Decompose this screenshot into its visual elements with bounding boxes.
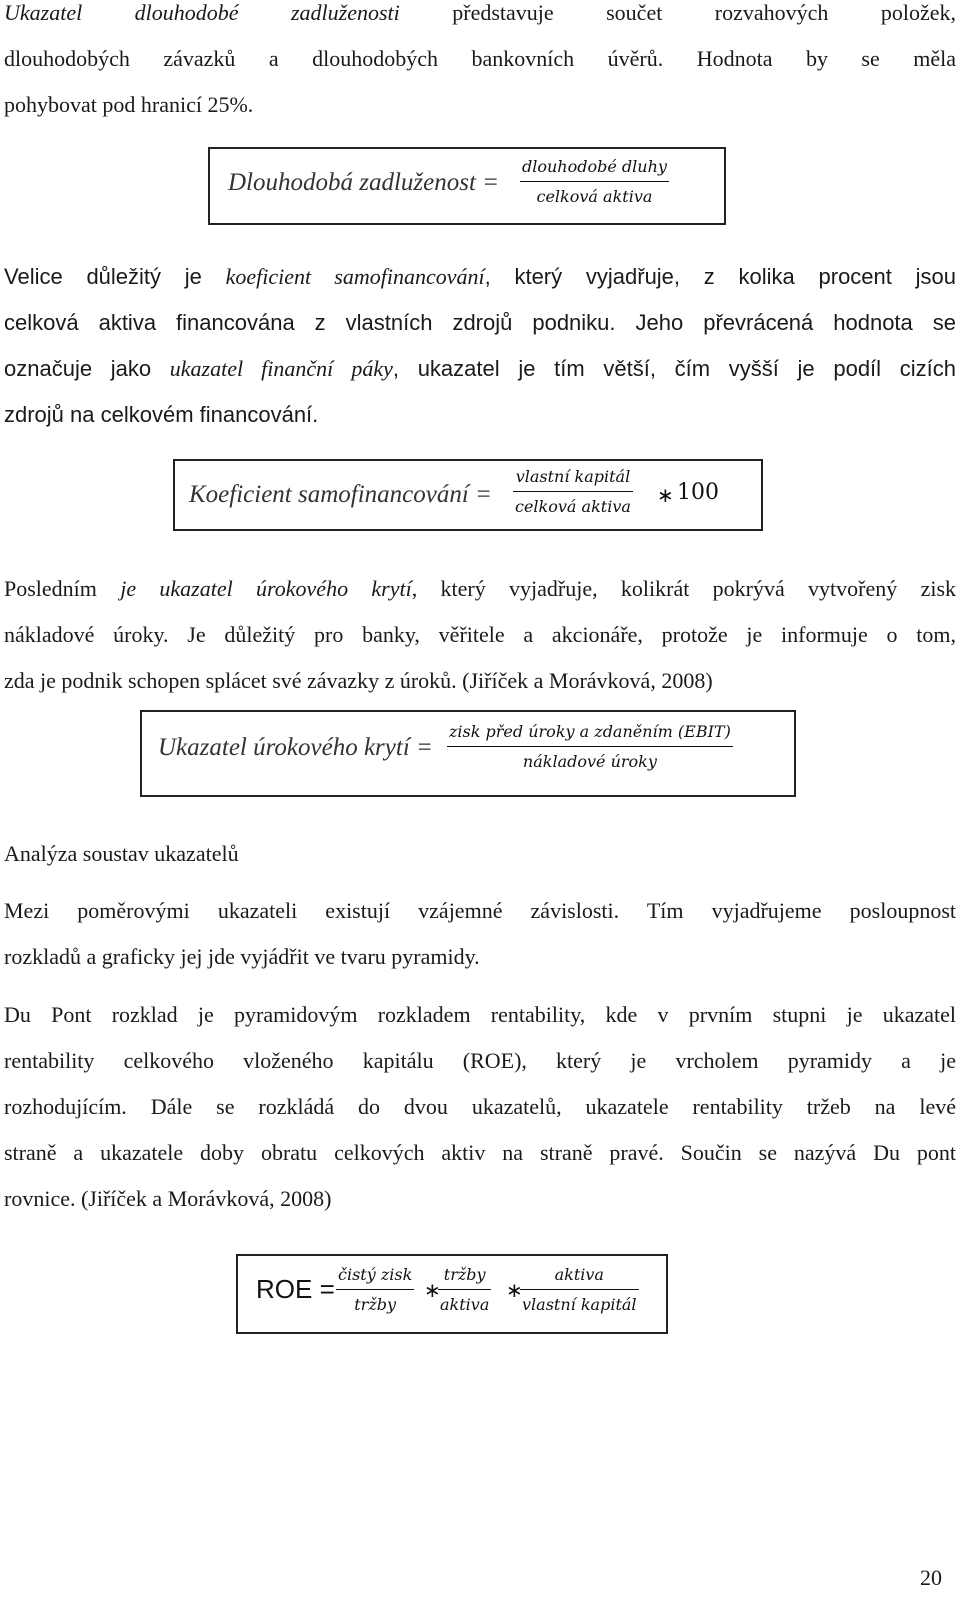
text-line: zda je podnik schopen splácet své závazky z úroků. (Jiříček a Morávková, 2008) [4, 668, 713, 693]
formula-fraction [520, 157, 669, 206]
multiply-operator: ∗ [506, 1278, 523, 1302]
paragraph-long-term-debt [4, 0, 956, 128]
fraction-numerator: zisk před úroky a zdaněním (EBIT) [449, 722, 731, 741]
text-line: rozkladů a graficky jej jde vyjádřit ve tvaru pyramidy. [4, 944, 480, 969]
fraction-denominator: celková aktiva [515, 497, 631, 516]
multiply-operator: ∗ [424, 1278, 441, 1302]
fraction-denominator: aktiva [440, 1295, 490, 1314]
formula-box-interest-coverage [140, 710, 796, 797]
fraction-numerator: aktiva [554, 1265, 604, 1284]
formula-box-roe [236, 1254, 668, 1334]
fraction-numerator: vlastní kapitál [515, 467, 631, 486]
text-run: , který vyjadřuje, z kolika procent jsou [484, 264, 956, 289]
formula-label: Koeficient samofinancování = [189, 481, 492, 508]
text-line: Du Pont rozklad je pyramidovým rozkladem rentability, kde v prvním stupni je ukazatel [4, 1002, 956, 1027]
formula-label: ROE = [256, 1274, 335, 1304]
text-line: rentability celkového vloženého kapitálu (ROE), který je vrcholem pyramidy a je [4, 1048, 956, 1073]
formula-box-self-financing [173, 459, 763, 531]
text-run: Velice důležitý je [4, 264, 226, 289]
paragraph-self-financing [4, 254, 956, 438]
fraction-denominator: vlastní kapitál [522, 1295, 637, 1314]
term-interest-coverage: je ukazatel úrokového krytí [120, 576, 412, 601]
fraction-denominator: nákladové úroky [522, 752, 657, 771]
fraction-numerator: čistý zisk [338, 1265, 413, 1284]
text-run: označuje jako [4, 356, 170, 381]
text-line: dlouhodobých závazků a dlouhodobých bankovních úvěrů. Hodnota by se měla [4, 46, 956, 71]
section-heading: Analýza soustav ukazatelů [4, 841, 239, 866]
formula-fraction-sales-assets [438, 1265, 491, 1314]
text-run: , který vyjadřuje, kolikrát pokrývá vytvořený zisk [411, 576, 957, 601]
paragraph-ratio-systems [4, 888, 956, 980]
formula-fraction-net-profit-sales [336, 1265, 414, 1314]
text-line: celková aktiva financována z vlastních zdrojů podniku. Jeho převrácená hodnota se [4, 310, 956, 335]
text-line [4, 0, 956, 36]
formula-factor: 100 [677, 480, 719, 505]
formula-fraction [447, 722, 733, 771]
term-long-term-debt-ratio: Ukazatel dlouhodobé zadluženosti [4, 0, 400, 25]
fraction-denominator: celková aktiva [536, 187, 653, 206]
fraction-denominator: tržby [354, 1295, 397, 1314]
formula-label: Ukazatel úrokového krytí = [158, 734, 433, 761]
term-self-financing-coefficient: koeficient samofinancování [225, 264, 485, 289]
text-line: straně a ukazatele doby obratu celkových aktiv na straně pravé. Součin se nazývá Du pont [4, 1140, 956, 1165]
text-line [4, 254, 956, 300]
formula-label: Dlouhodobá zadluženost = [228, 169, 500, 196]
text-line [4, 346, 956, 392]
formula-fraction [513, 467, 633, 516]
text-run: , ukazatel je tím větší, čím vyšší je podíl cizích [392, 356, 956, 381]
text-line: zdrojů na celkovém financování. [4, 402, 319, 427]
text-run: Posledním [4, 576, 121, 601]
page-number: 20 [920, 1565, 942, 1590]
paragraph-du-pont [4, 992, 956, 1222]
fraction-numerator: tržby [443, 1265, 486, 1284]
formula-fraction-assets-equity [520, 1265, 639, 1314]
text-run: představuje součet rozvahových položek, [399, 0, 957, 25]
text-line: nákladové úroky. Je důležitý pro banky, věřitele a akcionáře, protože je informuje o tom, [4, 622, 956, 647]
formula-box-long-term-debt [208, 147, 726, 225]
text-line: pohybovat pod hranicí 25%. [4, 92, 254, 117]
multiply-operator: ∗ [657, 483, 674, 507]
fraction-numerator: dlouhodobé dluhy [522, 157, 667, 176]
paragraph-interest-coverage [4, 566, 956, 704]
text-line: Mezi poměrovými ukazateli existují vzájemné závislosti. Tím vyjadřujeme posloupnost [4, 898, 956, 923]
text-line: rozhodujícím. Dále se rozkládá do dvou ukazatelů, ukazatele rentability tržeb na levé [4, 1094, 956, 1119]
term-financial-leverage: ukazatel finanční páky [169, 356, 393, 381]
text-line [4, 566, 956, 612]
text-line: rovnice. (Jiříček a Morávková, 2008) [4, 1186, 332, 1211]
